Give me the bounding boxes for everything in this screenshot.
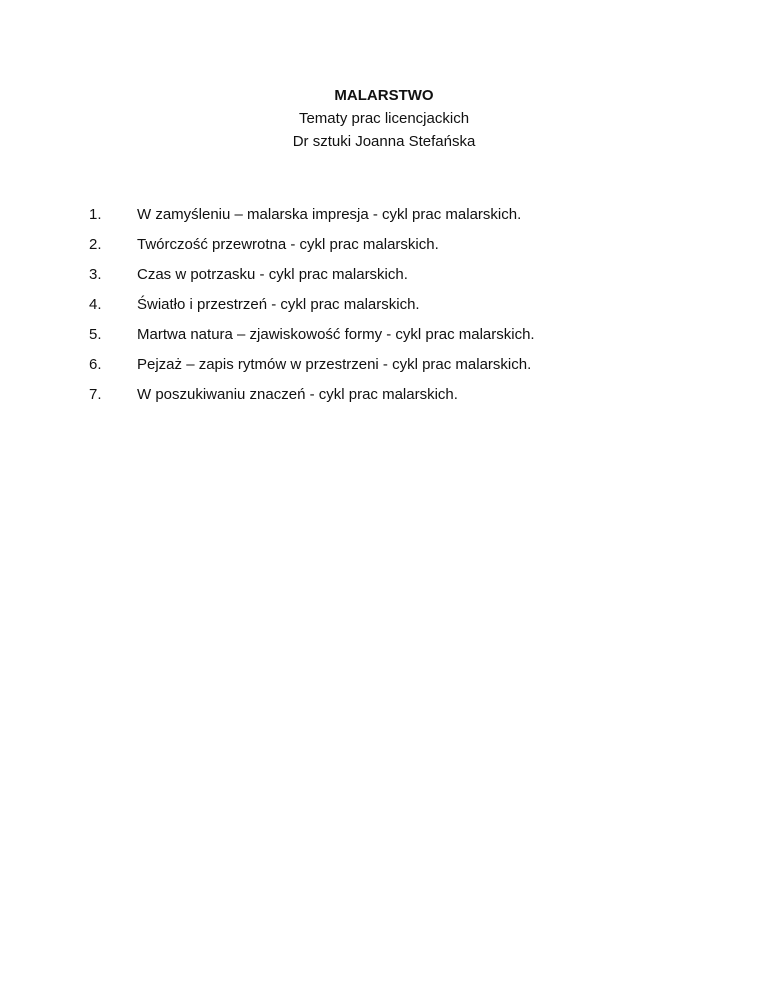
list-item [89,379,729,409]
list-item [89,199,729,229]
list-item [89,289,729,319]
list-item-text: Czas w potrzasku - cykl prac malarskich. [137,265,408,283]
list-item [89,319,729,349]
list-item-number: 1. [89,205,102,223]
list-item-number: 6. [89,355,102,373]
list-item-number: 2. [89,235,102,253]
document-author: Dr sztuki Joanna Stefańska [292,133,476,150]
list-item-number: 7. [89,385,102,403]
topics-list [89,199,729,409]
list-item-text: W poszukiwaniu znaczeń - cykl prac malarskich. [137,385,458,403]
document-header [0,84,768,153]
list-item-text: Pejzaż – zapis rytmów w przestrzeni - cykl prac malarskich. [137,355,532,373]
document-subtitle: Tematy prac licencjackich [298,110,470,127]
list-item-text: Twórczość przewrotna - cykl prac malarskich. [137,235,439,253]
list-item [89,259,729,289]
list-item-text: W zamyśleniu – malarska impresja - cykl prac malarskich. [137,205,522,223]
list-item [89,229,729,259]
list-item-number: 4. [89,295,102,313]
list-item [89,349,729,379]
list-item-text: Martwa natura – zjawiskowość formy - cykl prac malarskich. [137,325,535,343]
list-item-text: Światło i przestrzeń - cykl prac malarskich. [137,295,420,313]
list-item-number: 3. [89,265,102,283]
list-item-number: 5. [89,325,102,343]
document-title: MALARSTWO [334,87,434,104]
